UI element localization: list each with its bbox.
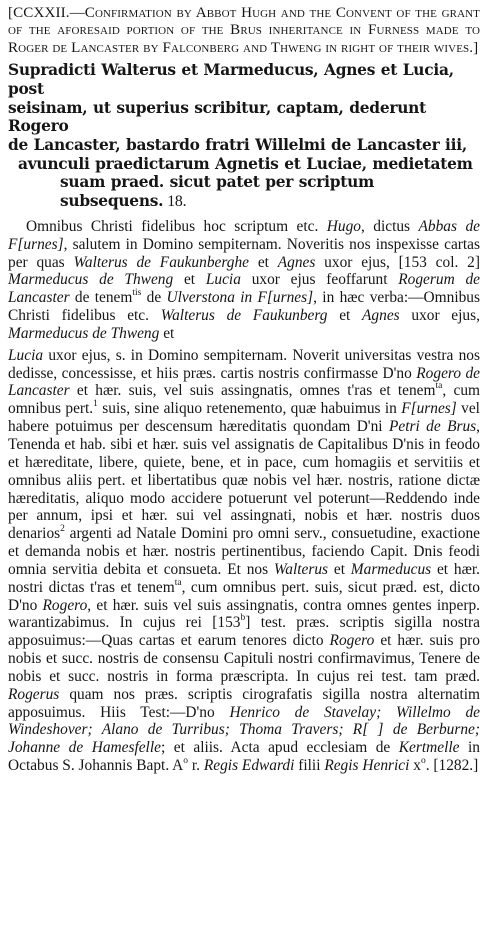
text-run: r.: [191, 757, 201, 775]
name-hugo: Hugo: [326, 217, 361, 235]
text-run: uxor ejus, s. in Domino sempiternam. Noverit universitas vestra nos dedisse, concessisse, et hiis præs. cartis nostris confirmasse D'no: [8, 346, 480, 382]
name-rogerum: Rogerum de Lancaster: [8, 271, 480, 307]
name-agnes: Agnes: [362, 307, 400, 325]
text-run: Omnibus Christi fidelibus hoc scriptum etc.: [26, 217, 319, 235]
text-run: uxor ejus, [153 col. 2]: [324, 253, 480, 271]
name-walterus: Walterus de Faukunberghe: [73, 253, 249, 271]
place-kertmelle: Kertmelle: [398, 739, 460, 757]
name-rogerus: Rogerus: [8, 685, 60, 703]
footnote-ref-2: 2: [60, 524, 65, 535]
text-run: ; et aliis. Acta apud ecclesiam de: [160, 739, 391, 757]
text-run: argenti ad Natale Domini pro omni serv., consuetudine, exactione et demanda nobis et hær. nostris pertinentibus, faciendo Capit. Dnis feodi omnia servitia debita et consueta. Et nos: [8, 525, 480, 578]
heading-dash: —: [69, 5, 85, 21]
superscript: b: [240, 613, 246, 624]
summary-line-3: de Lancaster, bastardo fratri Willelmi de Lancaster iii,: [8, 136, 467, 155]
superscript: tis: [132, 288, 142, 299]
name-regis-henrici: Regis Henrici: [324, 757, 410, 775]
text-run: x: [413, 757, 421, 775]
text-run: ] test. præs. scriptis sigilla nostra apposuimus:—Quas cartas et earum tenores dicto: [8, 614, 480, 650]
text-run: de tenem: [74, 289, 133, 307]
summary-line-5-wrap: [8, 173, 480, 211]
superscript: ta: [435, 381, 443, 392]
date-note: . [1282.]: [425, 757, 479, 775]
text-run: , cum omnibus pert.: [8, 382, 480, 418]
text-run: et: [333, 560, 345, 578]
name-rogero: Rogero de Lancaster: [8, 364, 480, 400]
text-run: , Tenenda et hab. sibi et hær. suis vel assignatis de Capitalibus D'nis in feodo et hæreditate, libere, quiete, bene, et in pace, cum homagiis et servitiis et omnibus aliis pert. et libertatibus quæ nobis vel hær. nostris, ratione dictæ hæreditatis, aliquo modo accidere potuerunt vel poterunt—Reddendo inde per annum, ipsi et hær. sui vel assingnati, nobis et hær. nostris duos denarios: [8, 418, 480, 543]
text-run: , dictus: [360, 217, 411, 235]
text-run: et hær. suis, vel suis assingnatis, omnes t'ras et tenem: [76, 382, 436, 400]
text-run: suis, sine aliquo retenemento, quæ habuimus in: [102, 400, 397, 418]
name-marmeducus: Marmeducus de Thweng: [8, 271, 174, 289]
summary-line-5: suam praed. sicut patet per scriptum subsequens.: [60, 173, 375, 211]
place-ulverstona: Ulverstona in F[urnes]: [166, 289, 314, 307]
text-run: de: [146, 289, 162, 307]
text-run: et: [257, 253, 269, 271]
name-marmeducus: Marmeducus: [350, 560, 432, 578]
name-agnes: Agnes: [277, 253, 316, 271]
text-run: uxor ejus feoffarunt: [251, 271, 388, 289]
name-marmeducus: Marmeducus de Thweng: [8, 324, 160, 342]
text-run: et: [163, 324, 175, 342]
witness-list: Henrico de Stavelay; Willelmo de Windeshover; Alano de Turribus; Thoma Travers; R[ ] de Berburne; Johanne de Hamesfelle: [8, 703, 480, 757]
text-run: filii: [298, 757, 321, 775]
text-run: , salutem in Domino sempiternam. Noveritis nos inspexisse cartas per quas: [8, 235, 480, 271]
place-furnes: F[urnes]: [401, 400, 457, 418]
name-rogero: Rogero: [329, 632, 375, 650]
name-petri: Petri de Brus: [388, 418, 477, 436]
name-abbas: Abbas de F[urnes]: [8, 217, 480, 253]
name-regis-edwardi: Regis Edwardi: [203, 757, 295, 775]
text-run: in Octabus S. Johannis Bapt. A: [8, 739, 480, 775]
footnote-ref-1: 1: [93, 399, 98, 410]
paragraph-2: [8, 347, 480, 775]
text-run: et hær. suis pro nobis et succ. nostris de consensu Capituli nostri confirmavimus, Tenere de nobis et succ. nostris in forma præscripta. In cujus rei test. tam præd.: [8, 632, 480, 685]
text-run: vel habere potuimus per descensum hæreditatis quondam D'ni: [8, 400, 480, 436]
blackletter-summary: [8, 61, 480, 212]
name-walterus: Walterus de Faukunberg: [160, 307, 328, 325]
text-run: et: [339, 307, 351, 325]
heading-text: Confirmation by Abbot Hugh and the Convent of the grant of the aforesaid portion of the Brus inheritance in Furness made to Roger de Lancaster by Falconberg and Thweng in right of their wives.]: [8, 5, 480, 56]
summary-line-4: avunculi praedictarum Agnetis et Luciae, medietatem: [18, 154, 473, 173]
summary-line-1: Supradicti Walterus et Marmeducus, Agnes et Lucia, post: [8, 61, 454, 98]
superscript: o: [183, 756, 189, 767]
charter-number: [CCXXII.: [8, 5, 70, 21]
superscript: o: [420, 756, 426, 767]
text-run: , in hæc verba:—Omnibus Christi fidelibus etc.: [8, 289, 480, 325]
text-run: quam nos præs. scriptis cirografatis sigilla nostra alternatim apposuimus. Hiis Test:—D'no: [8, 685, 480, 721]
summary-line-2: seisinam, ut superius scribitur, captam, dederunt Rogero: [8, 98, 426, 136]
text-run: et: [183, 271, 196, 289]
text-run: uxor ejus,: [411, 307, 480, 325]
text-run: et hær. nostri dictas t'ras et tenem: [8, 560, 480, 596]
name-lucia: Lucia: [8, 346, 44, 364]
name-rogero: Rogero: [42, 596, 88, 614]
paragraph-1: [8, 218, 480, 343]
charter-heading: [8, 5, 480, 57]
text-run: , et hær. suis vel suis assingnatis, contra omnes gentes inperp. warantizabimus. In cujus rei [153: [8, 596, 480, 632]
name-walterus: Walterus: [273, 560, 329, 578]
summary-ref: 18.: [167, 193, 187, 211]
text-run: , cum omnibus pert. suis, sicut præd. est, dicto D'no: [8, 578, 480, 614]
superscript: ta: [174, 577, 182, 588]
name-lucia: Lucia: [205, 271, 241, 289]
